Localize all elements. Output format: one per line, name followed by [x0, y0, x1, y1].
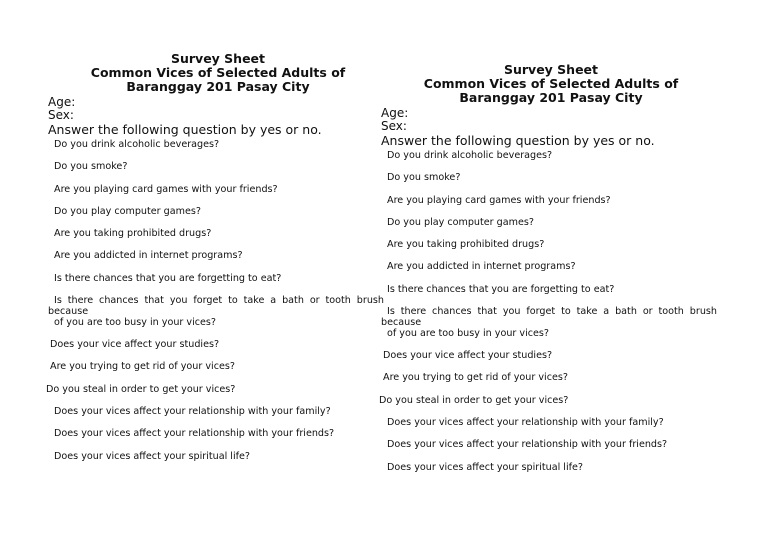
question: Does your vices affect your relationship with your friends?	[54, 428, 335, 440]
survey-sheet-left	[48, 0, 388, 473]
question: Are you taking prohibited drugs?	[387, 239, 545, 251]
question: Do you smoke?	[387, 172, 461, 184]
question: Does your vices affect your spiritual life?	[387, 461, 583, 473]
question: Is there chances that you are forgetting to eat?	[387, 283, 615, 295]
question-line: of you are too busy in your vices?	[387, 328, 550, 340]
title-line: Common Vices of Selected Adults of	[423, 76, 679, 91]
question: Does your vice affect your studies?	[50, 339, 220, 351]
instruction: Answer the following question by yes or no.	[381, 133, 655, 148]
question: Do you drink alcoholic beverages?	[387, 150, 553, 161]
title-line: Baranggay 201 Pasay City	[126, 79, 310, 94]
question: Is there chances that you are forgetting to eat?	[54, 272, 282, 284]
title-line: Baranggay 201 Pasay City	[459, 90, 643, 105]
question-line: of you are too busy in your vices?	[54, 317, 217, 329]
sheet-title	[48, 52, 388, 94]
question: Are you trying to get rid of your vices?	[383, 372, 568, 384]
sheet-title	[381, 63, 721, 105]
question: Does your vices affect your relationship with your family?	[387, 416, 664, 428]
question-line: Is there chances that you forget to take a bath or tooth brush	[387, 306, 717, 318]
question: Do you steal in order to get your vices?	[46, 383, 236, 395]
question: Does your vices affect your spiritual life?	[54, 450, 250, 462]
question: Are you addicted in internet programs?	[54, 250, 243, 262]
question-line: Is there chances that you forget to take a bath or tooth brush	[54, 295, 384, 307]
question-line: because	[381, 317, 422, 329]
question: Do you play computer games?	[54, 205, 201, 217]
instruction: Answer the following question by yes or no.	[48, 122, 322, 137]
question: Are you playing card games with your friends?	[387, 194, 611, 206]
question: Are you addicted in internet programs?	[387, 261, 576, 273]
question: Do you smoke?	[54, 161, 128, 173]
question: Does your vice affect your studies?	[383, 350, 553, 362]
question: Do you drink alcoholic beverages?	[54, 139, 220, 150]
question: Are you playing card games with your friends?	[54, 183, 278, 195]
question-long	[381, 306, 721, 350]
question: Does your vices affect your relationship with your family?	[54, 405, 331, 417]
title-line: Common Vices of Selected Adults of	[90, 65, 346, 80]
question-long	[48, 295, 388, 339]
question: Does your vices affect your relationship with your friends?	[387, 439, 668, 451]
question-line: because	[48, 306, 89, 318]
age-label: Age:	[48, 95, 76, 109]
title-line: Survey Sheet	[170, 51, 266, 66]
question: Are you taking prohibited drugs?	[54, 228, 212, 240]
sex-label: Sex:	[381, 119, 407, 133]
sex-label: Sex:	[48, 108, 74, 122]
question: Do you play computer games?	[387, 216, 534, 228]
survey-sheet-right	[381, 11, 721, 484]
question: Do you steal in order to get your vices?	[379, 394, 569, 406]
title-line: Survey Sheet	[503, 62, 599, 77]
age-label: Age:	[381, 106, 409, 120]
question: Are you trying to get rid of your vices?	[50, 361, 235, 373]
